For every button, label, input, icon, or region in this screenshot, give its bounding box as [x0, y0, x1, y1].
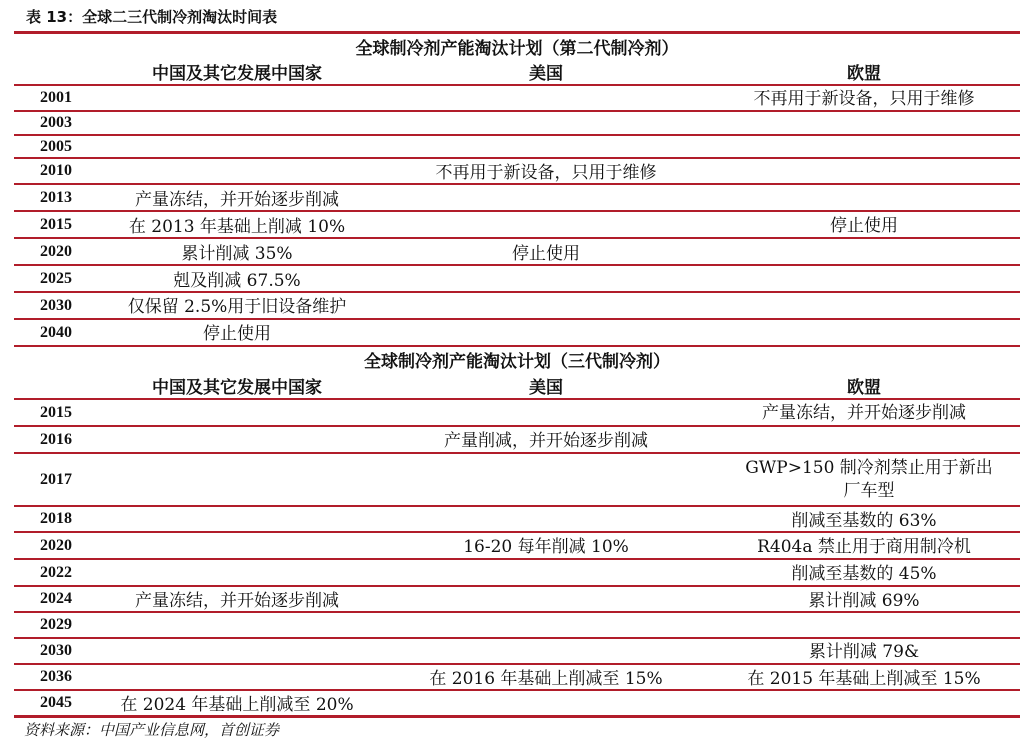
china-cell: [96, 159, 378, 183]
eu-cell: [714, 427, 1014, 452]
china-cell: [96, 560, 378, 585]
column-header-china: 中国及其它发展中国家: [152, 377, 322, 398]
year-cell: 2022: [40, 563, 72, 581]
year-cell: 2030: [40, 642, 72, 659]
us-cell: [378, 691, 714, 715]
us-cell: 在 2016 年基础上削减至 15%: [429, 668, 663, 689]
eu-cell: 削减至基数的 63%: [791, 510, 937, 531]
section-heading-gen3: 全球制冷剂产能淘汰计划（三代制冷剂）: [364, 351, 670, 372]
column-header-us: 美国: [529, 377, 563, 398]
china-cell: 累计削减 35%: [181, 244, 293, 264]
us-cell: [378, 507, 714, 531]
eu-cell: [714, 613, 1014, 637]
china-cell: [96, 136, 378, 157]
eu-cell: 累计削减 79&: [808, 641, 920, 662]
eu-cell: 累计削减 69%: [808, 590, 920, 611]
eu-cell: 产量冻结，并开始逐步削减: [762, 403, 966, 423]
column-header-us: 美国: [529, 63, 563, 84]
china-cell: [96, 639, 378, 663]
year-cell: 2020: [40, 536, 72, 554]
us-cell: [378, 86, 714, 110]
section-heading-gen2: 全球制冷剂产能淘汰计划（第二代制冷剂）: [355, 38, 679, 59]
eu-cell: 在 2015 年基础上削减至 15%: [747, 668, 981, 689]
us-cell: 不再用于新设备，只用于维修: [435, 162, 657, 183]
eu-cell: [714, 293, 1014, 318]
us-cell: [378, 613, 714, 637]
us-cell: [378, 293, 714, 318]
source-note: 资料来源：中国产业信息网，首创证券: [24, 721, 280, 739]
us-cell: [378, 560, 714, 585]
china-cell: 在 2013 年基础上削减 10%: [128, 217, 346, 237]
eu-cell: R404a 禁止用于商用制冷机: [757, 537, 971, 557]
year-cell: 2025: [40, 269, 72, 287]
year-cell: 2015: [40, 403, 72, 421]
year-cell: 2018: [40, 510, 72, 527]
year-cell: 2001: [40, 89, 72, 106]
eu-cell: [714, 136, 1014, 157]
year-cell: 2036: [40, 668, 72, 685]
us-cell: [378, 320, 714, 345]
china-cell: [96, 507, 378, 531]
column-header-china: 中国及其它发展中国家: [152, 63, 322, 84]
eu-cell: [714, 320, 1014, 345]
table-title: 表 13：全球二三代制冷剂淘汰时间表: [26, 8, 278, 26]
china-cell: [96, 665, 378, 689]
column-header-eu: 欧盟: [847, 377, 881, 398]
eu-cell: 不再用于新设备，只用于维修: [753, 88, 975, 109]
us-cell: [378, 112, 714, 134]
china-cell: [96, 400, 378, 425]
us-cell: [378, 454, 714, 505]
eu-cell: [714, 266, 1014, 291]
us-cell: 16-20 每年削减 10%: [463, 537, 629, 557]
eu-cell: [714, 691, 1014, 715]
us-cell: [378, 266, 714, 291]
eu-cell: 停止使用: [830, 216, 898, 236]
year-cell: 2020: [40, 242, 72, 260]
year-cell: 2015: [40, 215, 72, 233]
us-cell: [378, 639, 714, 663]
year-cell: 2013: [40, 188, 72, 206]
china-cell: [96, 533, 378, 558]
year-cell: 2045: [40, 694, 72, 711]
us-cell: 停止使用: [512, 244, 580, 264]
year-cell: 2017: [40, 470, 72, 488]
year-cell: 2003: [40, 114, 72, 131]
china-cell: 产量冻结，并开始逐步削减: [135, 590, 339, 611]
china-cell: [96, 112, 378, 134]
eu-cell: [714, 239, 1014, 264]
china-cell: [96, 86, 378, 110]
china-cell: 在 2024 年基础上削减至 20%: [120, 694, 354, 715]
year-cell: 2005: [40, 137, 72, 155]
china-cell: 产量冻结，并开始逐步削减: [135, 190, 339, 210]
china-cell: 仅保留 2.5%用于旧设备维护: [127, 297, 347, 317]
eu-cell: [714, 159, 1014, 183]
china-cell: [96, 427, 378, 452]
year-cell: 2030: [40, 296, 72, 314]
column-header-eu: 欧盟: [847, 63, 881, 84]
us-cell: [378, 400, 714, 425]
eu-cell: [714, 185, 1014, 210]
us-cell: 产量削减，并开始逐步削减: [444, 431, 648, 451]
eu-cell: 削减至基数的 45%: [791, 564, 937, 584]
us-cell: [378, 185, 714, 210]
china-cell: 剋及削减 67.5%: [173, 271, 301, 291]
year-cell: 2024: [40, 590, 72, 607]
eu-cell: GWP>150 制冷剂禁止用于新出厂车型: [745, 457, 993, 501]
year-cell: 2040: [40, 323, 72, 341]
us-cell: [378, 587, 714, 611]
year-cell: 2016: [40, 430, 72, 448]
china-cell: [96, 613, 378, 637]
eu-cell: [714, 112, 1014, 134]
us-cell: [378, 136, 714, 157]
year-cell: 2029: [40, 616, 72, 633]
china-cell: [96, 454, 378, 505]
china-cell: 停止使用: [203, 324, 271, 344]
us-cell: [378, 212, 714, 237]
year-cell: 2010: [40, 162, 72, 179]
